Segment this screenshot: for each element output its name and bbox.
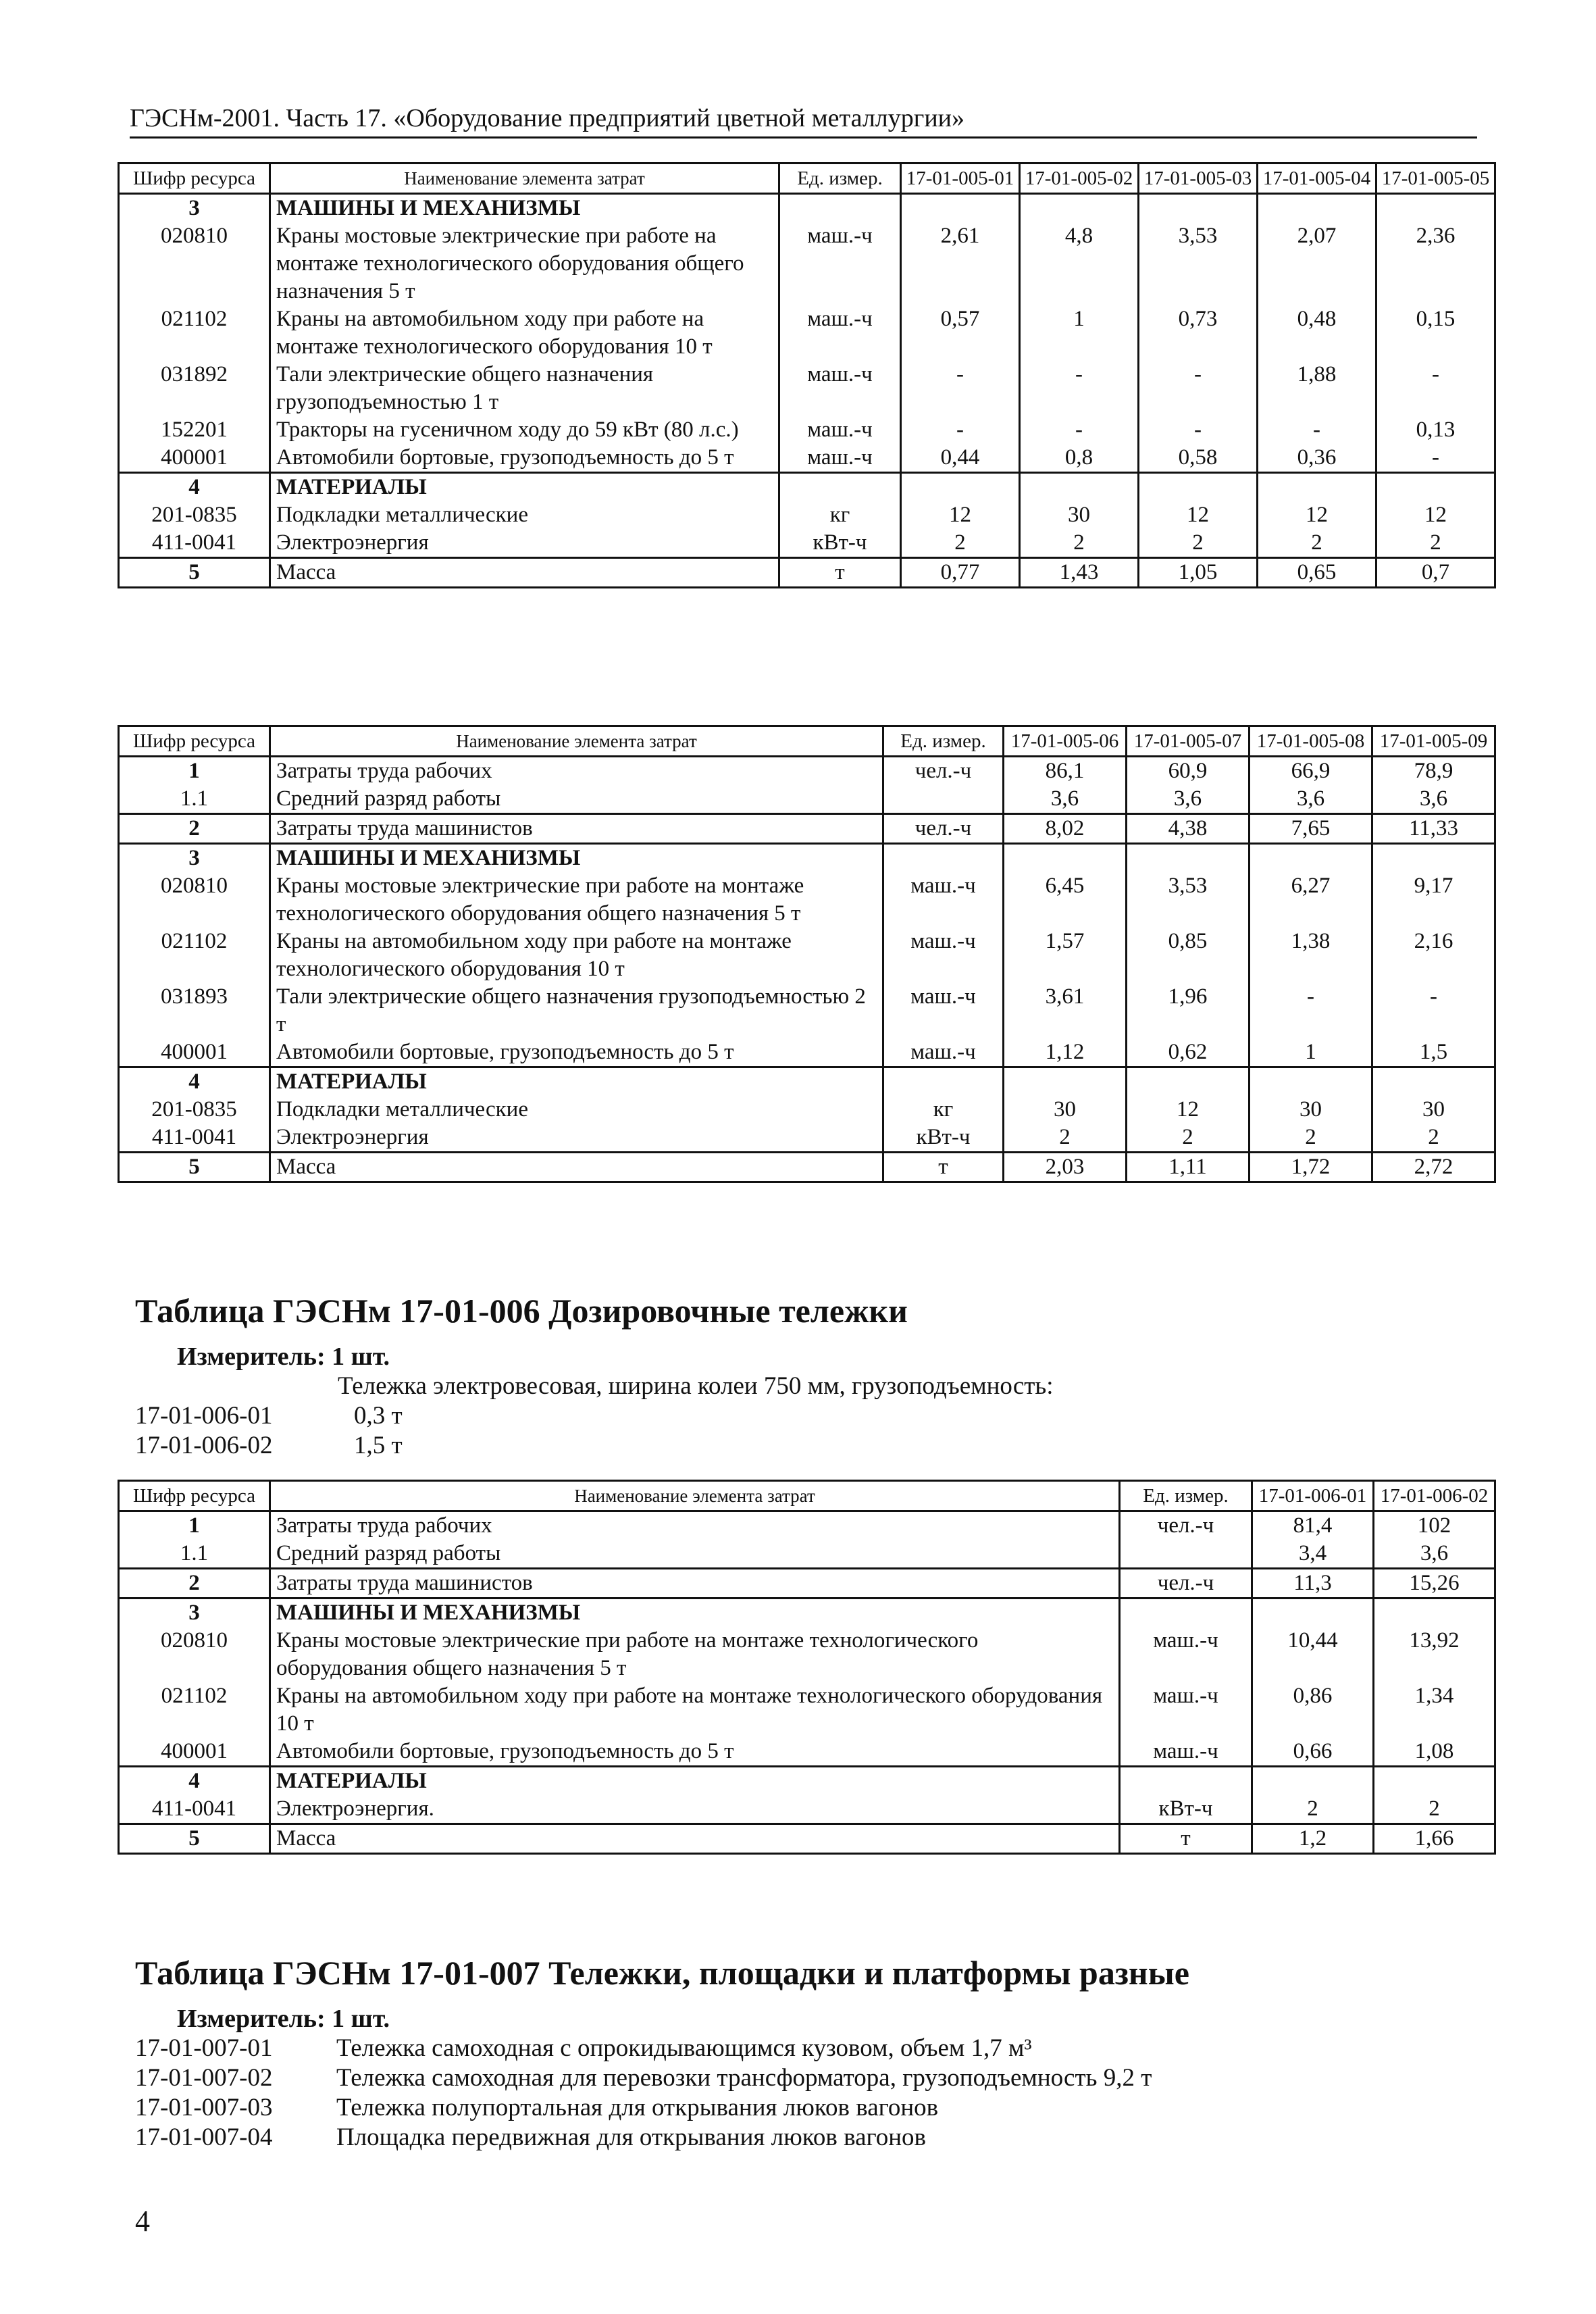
resource-code-cell: 152201 — [119, 416, 270, 444]
col-header-code: Шифр ресурса — [119, 1481, 270, 1511]
unit-cell — [1120, 1599, 1252, 1628]
variant-description-006: Тележка электровесовая, ширина колеи 750 мм, грузоподъемность: — [338, 1372, 1054, 1400]
value-cell: 0,36 — [1258, 444, 1376, 473]
value-cell: 2 — [1004, 1124, 1127, 1153]
resource-code-cell: 5 — [119, 1153, 270, 1182]
cost-element-cell: Тали электрические общего назначения грузоподъемностью 1 т — [270, 361, 779, 416]
value-cell: 0,73 — [1139, 305, 1258, 361]
table-row — [119, 194, 1495, 223]
resource-code-cell: 1 — [119, 757, 270, 786]
col-header-variant: 17-01-005-01 — [901, 164, 1020, 194]
cost-element-cell: Электроэнергия. — [270, 1795, 1120, 1824]
unit-cell — [779, 194, 901, 223]
value-cell — [1020, 194, 1139, 223]
table-row — [119, 1569, 1495, 1599]
value-cell: 66,9 — [1250, 757, 1372, 786]
value-cell: 10,44 — [1252, 1627, 1374, 1682]
value-cell: 3,6 — [1250, 785, 1372, 814]
table-header-row — [119, 1481, 1495, 1511]
value-cell: 30 — [1004, 1096, 1127, 1124]
col-header-code: Шифр ресурса — [119, 726, 270, 757]
resource-code-cell: 031892 — [119, 361, 270, 416]
value-cell: 2 — [1372, 1124, 1495, 1153]
value-cell: 0,58 — [1139, 444, 1258, 473]
variant-text: Тележка самоходная для перевозки трансформатора, грузоподъемность 9,2 т — [336, 2064, 1152, 2092]
cost-element-cell: Краны на автомобильном ходу при работе на монтаже технологического оборудования 10 т — [270, 928, 883, 983]
variant-text: 0,3 т — [354, 1402, 403, 1430]
value-cell: 0,66 — [1252, 1738, 1374, 1767]
cost-element-cell: Краны на автомобильном ходу при работе на монтаже технологического оборудования 10 т — [270, 1682, 1120, 1738]
table-row — [119, 1599, 1495, 1628]
variant-code: 17-01-007-04 — [135, 2123, 273, 2151]
value-cell — [1258, 194, 1376, 223]
value-cell — [901, 473, 1020, 502]
value-cell: 15,26 — [1374, 1569, 1495, 1599]
cost-element-cell: Затраты труда рабочих — [270, 1511, 1120, 1540]
value-cell — [1374, 1767, 1495, 1796]
value-cell: 13,92 — [1374, 1627, 1495, 1682]
value-cell — [1127, 844, 1250, 873]
resource-code-cell: 020810 — [119, 872, 270, 928]
unit-cell: маш.-ч — [779, 361, 901, 416]
value-cell: 30 — [1020, 501, 1139, 529]
unit-cell — [883, 1067, 1004, 1097]
unit-cell: маш.-ч — [1120, 1627, 1252, 1682]
running-header: ГЭСНм-2001. Часть 17. «Оборудование предприятий цветной металлургии» — [130, 103, 1477, 139]
resource-code-cell: 3 — [119, 1599, 270, 1628]
value-cell: 0,13 — [1376, 416, 1495, 444]
measure-label-006: Измеритель: 1 шт. — [177, 1342, 390, 1371]
cost-element-cell: Масса — [270, 1153, 883, 1182]
page-number: 4 — [135, 2205, 150, 2238]
value-cell: 0,57 — [901, 305, 1020, 361]
value-cell: 2 — [1139, 529, 1258, 558]
value-cell: 0,77 — [901, 558, 1020, 588]
value-cell — [1250, 844, 1372, 873]
value-cell: 2 — [1252, 1795, 1374, 1824]
value-cell: 2,61 — [901, 222, 1020, 305]
value-cell: 81,4 — [1252, 1511, 1374, 1540]
variant-code: 17-01-007-01 — [135, 2034, 273, 2062]
table-row — [119, 1124, 1495, 1153]
value-cell: 2,16 — [1372, 928, 1495, 983]
table-row — [119, 844, 1495, 873]
unit-cell: чел.-ч — [1120, 1569, 1252, 1599]
resource-code-cell: 1 — [119, 1511, 270, 1540]
table-row — [119, 361, 1495, 416]
value-cell: - — [1139, 361, 1258, 416]
value-cell — [1139, 473, 1258, 502]
measure-label-007: Измеритель: 1 шт. — [177, 2005, 390, 2033]
value-cell: 6,27 — [1250, 872, 1372, 928]
value-cell: 2 — [1374, 1795, 1495, 1824]
value-cell: 2 — [1258, 529, 1376, 558]
variant-code: 17-01-007-03 — [135, 2094, 273, 2121]
value-cell: - — [1020, 361, 1139, 416]
value-cell: 1 — [1250, 1038, 1372, 1067]
resource-code-cell: 1.1 — [119, 1540, 270, 1569]
value-cell: - — [1250, 983, 1372, 1038]
value-cell: 102 — [1374, 1511, 1495, 1540]
value-cell: 2,72 — [1372, 1153, 1495, 1182]
value-cell: 78,9 — [1372, 757, 1495, 786]
value-cell — [1004, 1067, 1127, 1097]
value-cell — [1372, 844, 1495, 873]
value-cell: 2,07 — [1258, 222, 1376, 305]
value-cell — [1374, 1599, 1495, 1628]
value-cell: 2 — [1020, 529, 1139, 558]
unit-cell: кг — [779, 501, 901, 529]
resource-code-cell: 411-0041 — [119, 1124, 270, 1153]
cost-element-cell: МАШИНЫ И МЕХАНИЗМЫ — [270, 1599, 1120, 1628]
unit-cell — [1120, 1540, 1252, 1569]
variant-code: 17-01-006-02 — [135, 1432, 273, 1459]
cost-element-cell: Автомобили бортовые, грузоподъемность до 5 т — [270, 1738, 1120, 1767]
resource-code-cell: 021102 — [119, 1682, 270, 1738]
table-row — [119, 444, 1495, 473]
col-header-variant: 17-01-005-04 — [1258, 164, 1376, 194]
value-cell — [1376, 473, 1495, 502]
value-cell: 12 — [1139, 501, 1258, 529]
table-title-006: Таблица ГЭСНм 17-01-006 Дозировочные тележки — [135, 1292, 908, 1330]
resource-code-cell: 411-0041 — [119, 529, 270, 558]
cost-element-cell: Электроэнергия — [270, 529, 779, 558]
cost-element-cell: Тракторы на гусеничном ходу до 59 кВт (80 л.с.) — [270, 416, 779, 444]
value-cell: 0,7 — [1376, 558, 1495, 588]
value-cell: 2,03 — [1004, 1153, 1127, 1182]
col-header-variant: 17-01-005-03 — [1139, 164, 1258, 194]
resource-table-006 — [118, 1480, 1496, 1855]
value-cell: 1,2 — [1252, 1824, 1374, 1854]
value-cell: - — [1258, 416, 1376, 444]
value-cell: 3,53 — [1139, 222, 1258, 305]
cost-element-cell: Подкладки металлические — [270, 1096, 883, 1124]
cost-element-cell: Тали электрические общего назначения грузоподъемностью 2 т — [270, 983, 883, 1038]
col-header-variant: 17-01-005-08 — [1250, 726, 1372, 757]
value-cell: 86,1 — [1004, 757, 1127, 786]
table-row — [119, 1767, 1495, 1796]
resource-code-cell: 1.1 — [119, 785, 270, 814]
table-row — [119, 1738, 1495, 1767]
table-row — [119, 1682, 1495, 1738]
col-header-variant: 17-01-005-07 — [1127, 726, 1250, 757]
resource-code-cell: 021102 — [119, 928, 270, 983]
value-cell: 1 — [1020, 305, 1139, 361]
resource-table-005-part2 — [118, 725, 1496, 1183]
value-cell — [1139, 194, 1258, 223]
resource-code-cell: 201-0835 — [119, 1096, 270, 1124]
value-cell: 1,43 — [1020, 558, 1139, 588]
table-row — [119, 872, 1495, 928]
cost-element-cell: Краны мостовые электрические при работе на монтаже технологического оборудования общего назначения 5 т — [270, 872, 883, 928]
unit-cell: маш.-ч — [779, 222, 901, 305]
table-row — [119, 1153, 1495, 1182]
col-header-variant: 17-01-006-02 — [1374, 1481, 1495, 1511]
resource-code-cell: 2 — [119, 1569, 270, 1599]
unit-cell: кВт-ч — [1120, 1795, 1252, 1824]
cost-element-cell: Масса — [270, 558, 779, 588]
cost-element-cell: Электроэнергия — [270, 1124, 883, 1153]
table-header-row — [119, 164, 1495, 194]
value-cell: 60,9 — [1127, 757, 1250, 786]
resource-code-cell: 411-0041 — [119, 1795, 270, 1824]
value-cell: 8,02 — [1004, 814, 1127, 844]
table-row — [119, 1540, 1495, 1569]
value-cell: 4,8 — [1020, 222, 1139, 305]
value-cell: 30 — [1372, 1096, 1495, 1124]
value-cell — [1004, 844, 1127, 873]
variant-text: Площадка передвижная для открывания люков вагонов — [336, 2123, 927, 2151]
table-row — [119, 501, 1495, 529]
col-header-variant: 17-01-005-09 — [1372, 726, 1495, 757]
value-cell: 12 — [1127, 1096, 1250, 1124]
unit-cell: маш.-ч — [779, 305, 901, 361]
value-cell: 1,38 — [1250, 928, 1372, 983]
value-cell — [1252, 1599, 1374, 1628]
table-row — [119, 757, 1495, 786]
value-cell: 1,5 — [1372, 1038, 1495, 1067]
value-cell: 1,12 — [1004, 1038, 1127, 1067]
unit-cell: чел.-ч — [883, 757, 1004, 786]
unit-cell — [883, 844, 1004, 873]
unit-cell: т — [779, 558, 901, 588]
col-header-variant: 17-01-005-06 — [1004, 726, 1127, 757]
unit-cell: маш.-ч — [883, 983, 1004, 1038]
value-cell: 4,38 — [1127, 814, 1250, 844]
value-cell: 3,61 — [1004, 983, 1127, 1038]
table-row — [119, 222, 1495, 305]
value-cell: 2 — [1127, 1124, 1250, 1153]
value-cell — [901, 194, 1020, 223]
value-cell: 0,65 — [1258, 558, 1376, 588]
resource-code-cell: 031893 — [119, 983, 270, 1038]
cost-element-cell: Краны мостовые электрические при работе на монтаже технологического оборудования общего назначения 5 т — [270, 1627, 1120, 1682]
col-header-name: Наименование элемента затрат — [270, 164, 779, 194]
unit-cell — [779, 473, 901, 502]
value-cell — [1372, 1067, 1495, 1097]
value-cell: 9,17 — [1372, 872, 1495, 928]
value-cell: 0,85 — [1127, 928, 1250, 983]
resource-code-cell: 020810 — [119, 1627, 270, 1682]
value-cell: 7,65 — [1250, 814, 1372, 844]
resource-code-cell: 400001 — [119, 1738, 270, 1767]
value-cell: 3,6 — [1372, 785, 1495, 814]
value-cell: - — [1020, 416, 1139, 444]
unit-cell: чел.-ч — [883, 814, 1004, 844]
cost-element-cell: Затраты труда машинистов — [270, 814, 883, 844]
value-cell: - — [1372, 983, 1495, 1038]
resource-code-cell: 400001 — [119, 1038, 270, 1067]
variant-text: Тележка самоходная с опрокидывающимся кузовом, объем 1,7 м³ — [336, 2034, 1032, 2062]
variant-code: 17-01-007-02 — [135, 2064, 273, 2092]
value-cell — [1376, 194, 1495, 223]
table-row — [119, 983, 1495, 1038]
table-row — [119, 814, 1495, 844]
value-cell: 0,48 — [1258, 305, 1376, 361]
cost-element-cell: МАТЕРИАЛЫ — [270, 473, 779, 502]
col-header-unit: Ед. измер. — [1120, 1481, 1252, 1511]
resource-code-cell: 021102 — [119, 305, 270, 361]
value-cell: 1,96 — [1127, 983, 1250, 1038]
value-cell — [1127, 1067, 1250, 1097]
value-cell — [1252, 1767, 1374, 1796]
value-cell: 3,4 — [1252, 1540, 1374, 1569]
value-cell — [1258, 473, 1376, 502]
value-cell: 12 — [1376, 501, 1495, 529]
value-cell: 2 — [1376, 529, 1495, 558]
value-cell: 1,72 — [1250, 1153, 1372, 1182]
col-header-unit: Ед. измер. — [779, 164, 901, 194]
value-cell: 30 — [1250, 1096, 1372, 1124]
col-header-code: Шифр ресурса — [119, 164, 270, 194]
unit-cell: маш.-ч — [779, 416, 901, 444]
variant-code: 17-01-006-01 — [135, 1402, 273, 1430]
value-cell: 6,45 — [1004, 872, 1127, 928]
cost-element-cell: Средний разряд работы — [270, 785, 883, 814]
unit-cell: кВт-ч — [883, 1124, 1004, 1153]
value-cell: - — [901, 416, 1020, 444]
value-cell: 0,15 — [1376, 305, 1495, 361]
value-cell: - — [901, 361, 1020, 416]
value-cell: 12 — [1258, 501, 1376, 529]
table-row — [119, 928, 1495, 983]
table-row — [119, 1096, 1495, 1124]
col-header-variant: 17-01-005-05 — [1376, 164, 1495, 194]
cost-element-cell: МАШИНЫ И МЕХАНИЗМЫ — [270, 194, 779, 223]
value-cell: 3,6 — [1127, 785, 1250, 814]
resource-code-cell: 5 — [119, 1824, 270, 1854]
cost-element-cell: МАТЕРИАЛЫ — [270, 1067, 883, 1097]
value-cell: 3,6 — [1004, 785, 1127, 814]
value-cell — [1250, 1067, 1372, 1097]
value-cell: 1,66 — [1374, 1824, 1495, 1854]
value-cell: 1,88 — [1258, 361, 1376, 416]
resource-table-005-part1 — [118, 162, 1496, 588]
col-header-name: Наименование элемента затрат — [270, 1481, 1120, 1511]
col-header-variant: 17-01-006-01 — [1252, 1481, 1374, 1511]
variant-text: Тележка полупортальная для открывания люков вагонов — [336, 2094, 939, 2121]
unit-cell: маш.-ч — [1120, 1738, 1252, 1767]
value-cell — [1020, 473, 1139, 502]
value-cell: 1,05 — [1139, 558, 1258, 588]
value-cell: 1,34 — [1374, 1682, 1495, 1738]
value-cell: 3,6 — [1374, 1540, 1495, 1569]
cost-element-cell: МАШИНЫ И МЕХАНИЗМЫ — [270, 844, 883, 873]
table-row — [119, 416, 1495, 444]
unit-cell: маш.-ч — [883, 1038, 1004, 1067]
unit-cell: маш.-ч — [883, 872, 1004, 928]
table-row — [119, 785, 1495, 814]
value-cell: 1,57 — [1004, 928, 1127, 983]
unit-cell — [883, 785, 1004, 814]
value-cell: 0,62 — [1127, 1038, 1250, 1067]
table-row — [119, 1038, 1495, 1067]
col-header-name: Наименование элемента затрат — [270, 726, 883, 757]
col-header-unit: Ед. измер. — [883, 726, 1004, 757]
cost-element-cell: Масса — [270, 1824, 1120, 1854]
unit-cell: маш.-ч — [779, 444, 901, 473]
value-cell: 0,8 — [1020, 444, 1139, 473]
resource-code-cell: 4 — [119, 473, 270, 502]
unit-cell: маш.-ч — [883, 928, 1004, 983]
value-cell: 1,11 — [1127, 1153, 1250, 1182]
table-row — [119, 473, 1495, 502]
value-cell: - — [1139, 416, 1258, 444]
table-row — [119, 558, 1495, 588]
value-cell: - — [1376, 361, 1495, 416]
resource-code-cell: 020810 — [119, 222, 270, 305]
cost-element-cell: Автомобили бортовые, грузоподъемность до 5 т — [270, 1038, 883, 1067]
value-cell: 12 — [901, 501, 1020, 529]
table-row — [119, 1627, 1495, 1682]
table-row — [119, 1511, 1495, 1540]
resource-code-cell: 2 — [119, 814, 270, 844]
unit-cell: т — [883, 1153, 1004, 1182]
unit-cell: кВт-ч — [779, 529, 901, 558]
cost-element-cell: Краны мостовые электрические при работе на монтаже технологического оборудования общего назначения 5 т — [270, 222, 779, 305]
value-cell: 2 — [1250, 1124, 1372, 1153]
table-row — [119, 1824, 1495, 1854]
resource-code-cell: 4 — [119, 1767, 270, 1796]
table-row — [119, 1795, 1495, 1824]
value-cell: 11,3 — [1252, 1569, 1374, 1599]
value-cell: - — [1376, 444, 1495, 473]
value-cell: 3,53 — [1127, 872, 1250, 928]
table-title-007: Таблица ГЭСНм 17-01-007 Тележки, площадки и платформы разные — [135, 1954, 1189, 1992]
table-row — [119, 529, 1495, 558]
table-header-row — [119, 726, 1495, 757]
value-cell: 2,36 — [1376, 222, 1495, 305]
table-row — [119, 305, 1495, 361]
resource-code-cell: 5 — [119, 558, 270, 588]
resource-code-cell: 201-0835 — [119, 501, 270, 529]
value-cell: 11,33 — [1372, 814, 1495, 844]
cost-element-cell: Автомобили бортовые, грузоподъемность до 5 т — [270, 444, 779, 473]
table-row — [119, 1067, 1495, 1097]
value-cell: 0,86 — [1252, 1682, 1374, 1738]
value-cell: 1,08 — [1374, 1738, 1495, 1767]
col-header-variant: 17-01-005-02 — [1020, 164, 1139, 194]
unit-cell: кг — [883, 1096, 1004, 1124]
cost-element-cell: Затраты труда машинистов — [270, 1569, 1120, 1599]
value-cell: 0,44 — [901, 444, 1020, 473]
unit-cell: маш.-ч — [1120, 1682, 1252, 1738]
cost-element-cell: МАТЕРИАЛЫ — [270, 1767, 1120, 1796]
resource-code-cell: 3 — [119, 844, 270, 873]
value-cell: 2 — [901, 529, 1020, 558]
unit-cell: чел.-ч — [1120, 1511, 1252, 1540]
resource-code-cell: 4 — [119, 1067, 270, 1097]
cost-element-cell: Подкладки металлические — [270, 501, 779, 529]
cost-element-cell: Краны на автомобильном ходу при работе на монтаже технологического оборудования 10 т — [270, 305, 779, 361]
unit-cell — [1120, 1767, 1252, 1796]
unit-cell: т — [1120, 1824, 1252, 1854]
cost-element-cell: Затраты труда рабочих — [270, 757, 883, 786]
resource-code-cell: 400001 — [119, 444, 270, 473]
resource-code-cell: 3 — [119, 194, 270, 223]
cost-element-cell: Средний разряд работы — [270, 1540, 1120, 1569]
variant-text: 1,5 т — [354, 1432, 403, 1459]
